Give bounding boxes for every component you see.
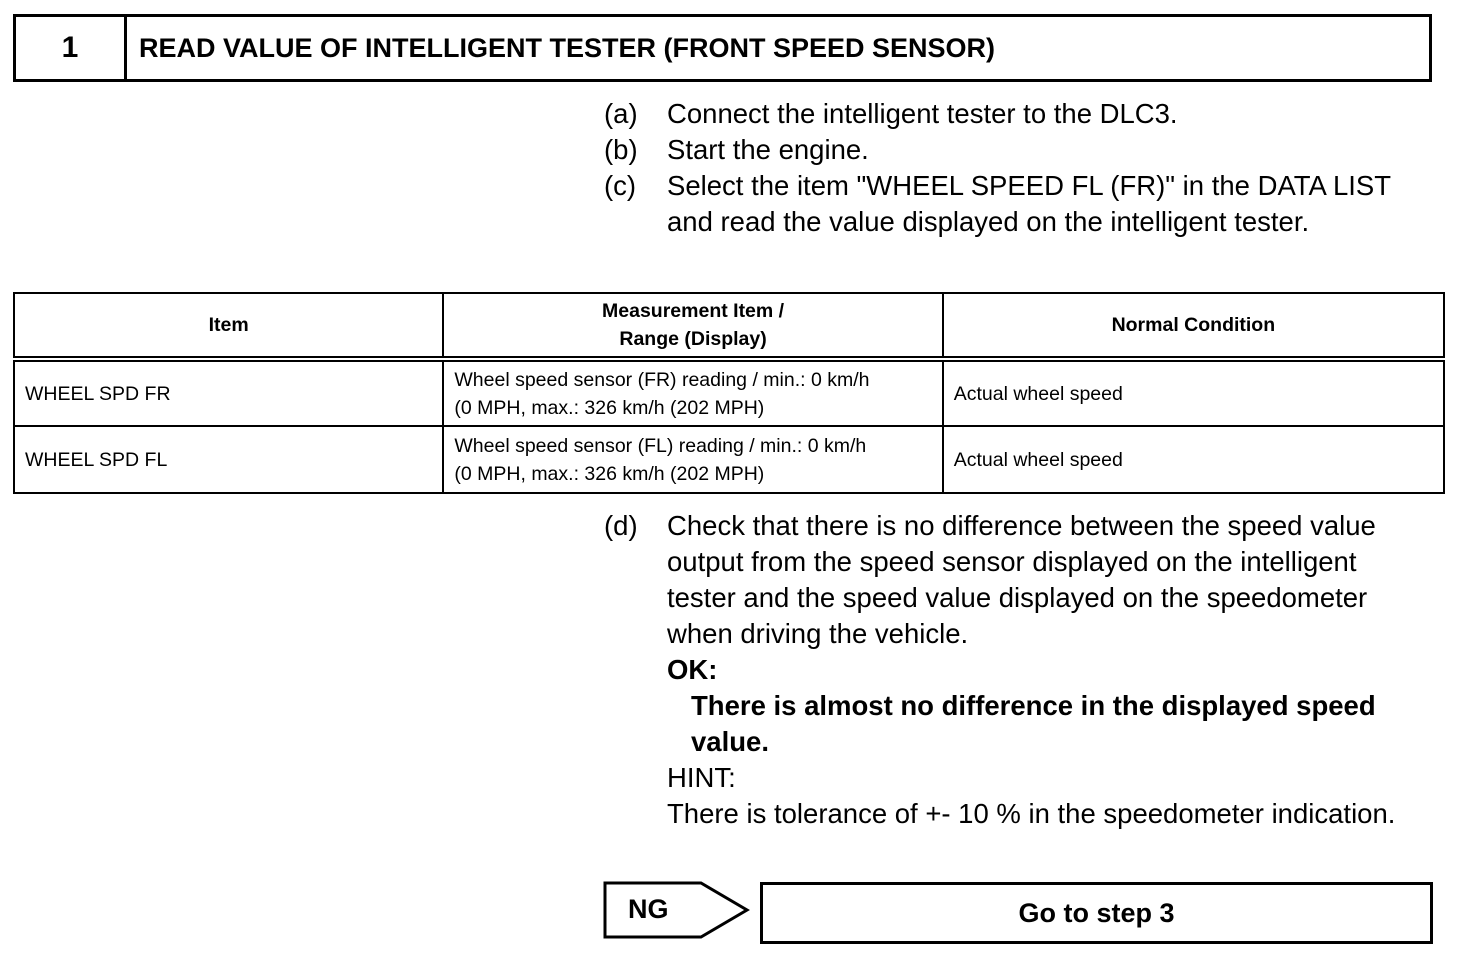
instruction-a	[604, 96, 1424, 132]
step-title: READ VALUE OF INTELLIGENT TESTER (FRONT SPEED SENSOR)	[139, 32, 996, 63]
instruction-letter: (c)	[604, 170, 637, 201]
instruction-letter: (a)	[604, 98, 638, 129]
instruction-d-body	[667, 508, 1424, 832]
header-range-line1: Measurement Item /	[602, 300, 785, 322]
cell-range-line2: (0 MPH, max.: 326 km/h (202 MPH)	[454, 396, 765, 419]
instruction-text: Start the engine.	[667, 134, 869, 165]
ok-label: OK:	[667, 654, 718, 685]
cell-range	[443, 359, 942, 426]
cell-normal: Actual wheel speed	[943, 359, 1444, 426]
instruction-list-top	[604, 96, 1424, 240]
instruction-text: Check that there is no difference between the speed value output from the speed sensor displayed on the intelligent tester and the speed value displayed on the speedometer when driving the vehicle.	[667, 510, 1376, 649]
instruction-letter: (b)	[604, 134, 638, 165]
cell-range-line1: Wheel speed sensor (FR) reading / min.: 0 km/h	[454, 368, 870, 391]
header-range	[443, 293, 942, 359]
data-list-table	[13, 292, 1445, 494]
step-header	[13, 14, 1432, 82]
instruction-text: Select the item "WHEEL SPEED FL (FR)" in the DATA LIST and read the value displayed on the intelligent tester.	[667, 170, 1391, 237]
instruction-letter: (d)	[604, 510, 638, 541]
step-number: 1	[16, 17, 127, 79]
instruction-d	[604, 508, 1424, 832]
cell-item: WHEEL SPD FR	[14, 359, 443, 426]
header-range-line2: Range (Display)	[619, 328, 767, 350]
go-to-step-box: Go to step 3	[760, 882, 1433, 944]
cell-range	[443, 426, 942, 493]
table-row	[14, 426, 1444, 493]
instruction-list-bottom	[604, 508, 1424, 832]
table-header-row	[14, 293, 1444, 359]
cell-range-line2: (0 MPH, max.: 326 km/h (202 MPH)	[454, 462, 765, 485]
ok-condition-text: There is almost no difference in the displayed speed value.	[691, 690, 1376, 757]
header-normal-condition: Normal Condition	[943, 293, 1444, 359]
hint-text: There is tolerance of +- 10 % in the speedometer indication.	[667, 798, 1396, 829]
table-row	[14, 359, 1444, 426]
ng-arrow-icon	[603, 881, 753, 939]
ng-label: NG	[628, 894, 669, 924]
cell-range-line1: Wheel speed sensor (FL) reading / min.: 0 km/h	[454, 434, 867, 457]
cell-normal: Actual wheel speed	[943, 426, 1444, 493]
instruction-b	[604, 132, 1424, 168]
cell-item: WHEEL SPD FL	[14, 426, 443, 493]
header-item: Item	[14, 293, 443, 359]
instruction-c	[604, 168, 1424, 240]
hint-label: HINT:	[667, 762, 736, 793]
instruction-text: Connect the intelligent tester to the DLC3.	[667, 98, 1178, 129]
